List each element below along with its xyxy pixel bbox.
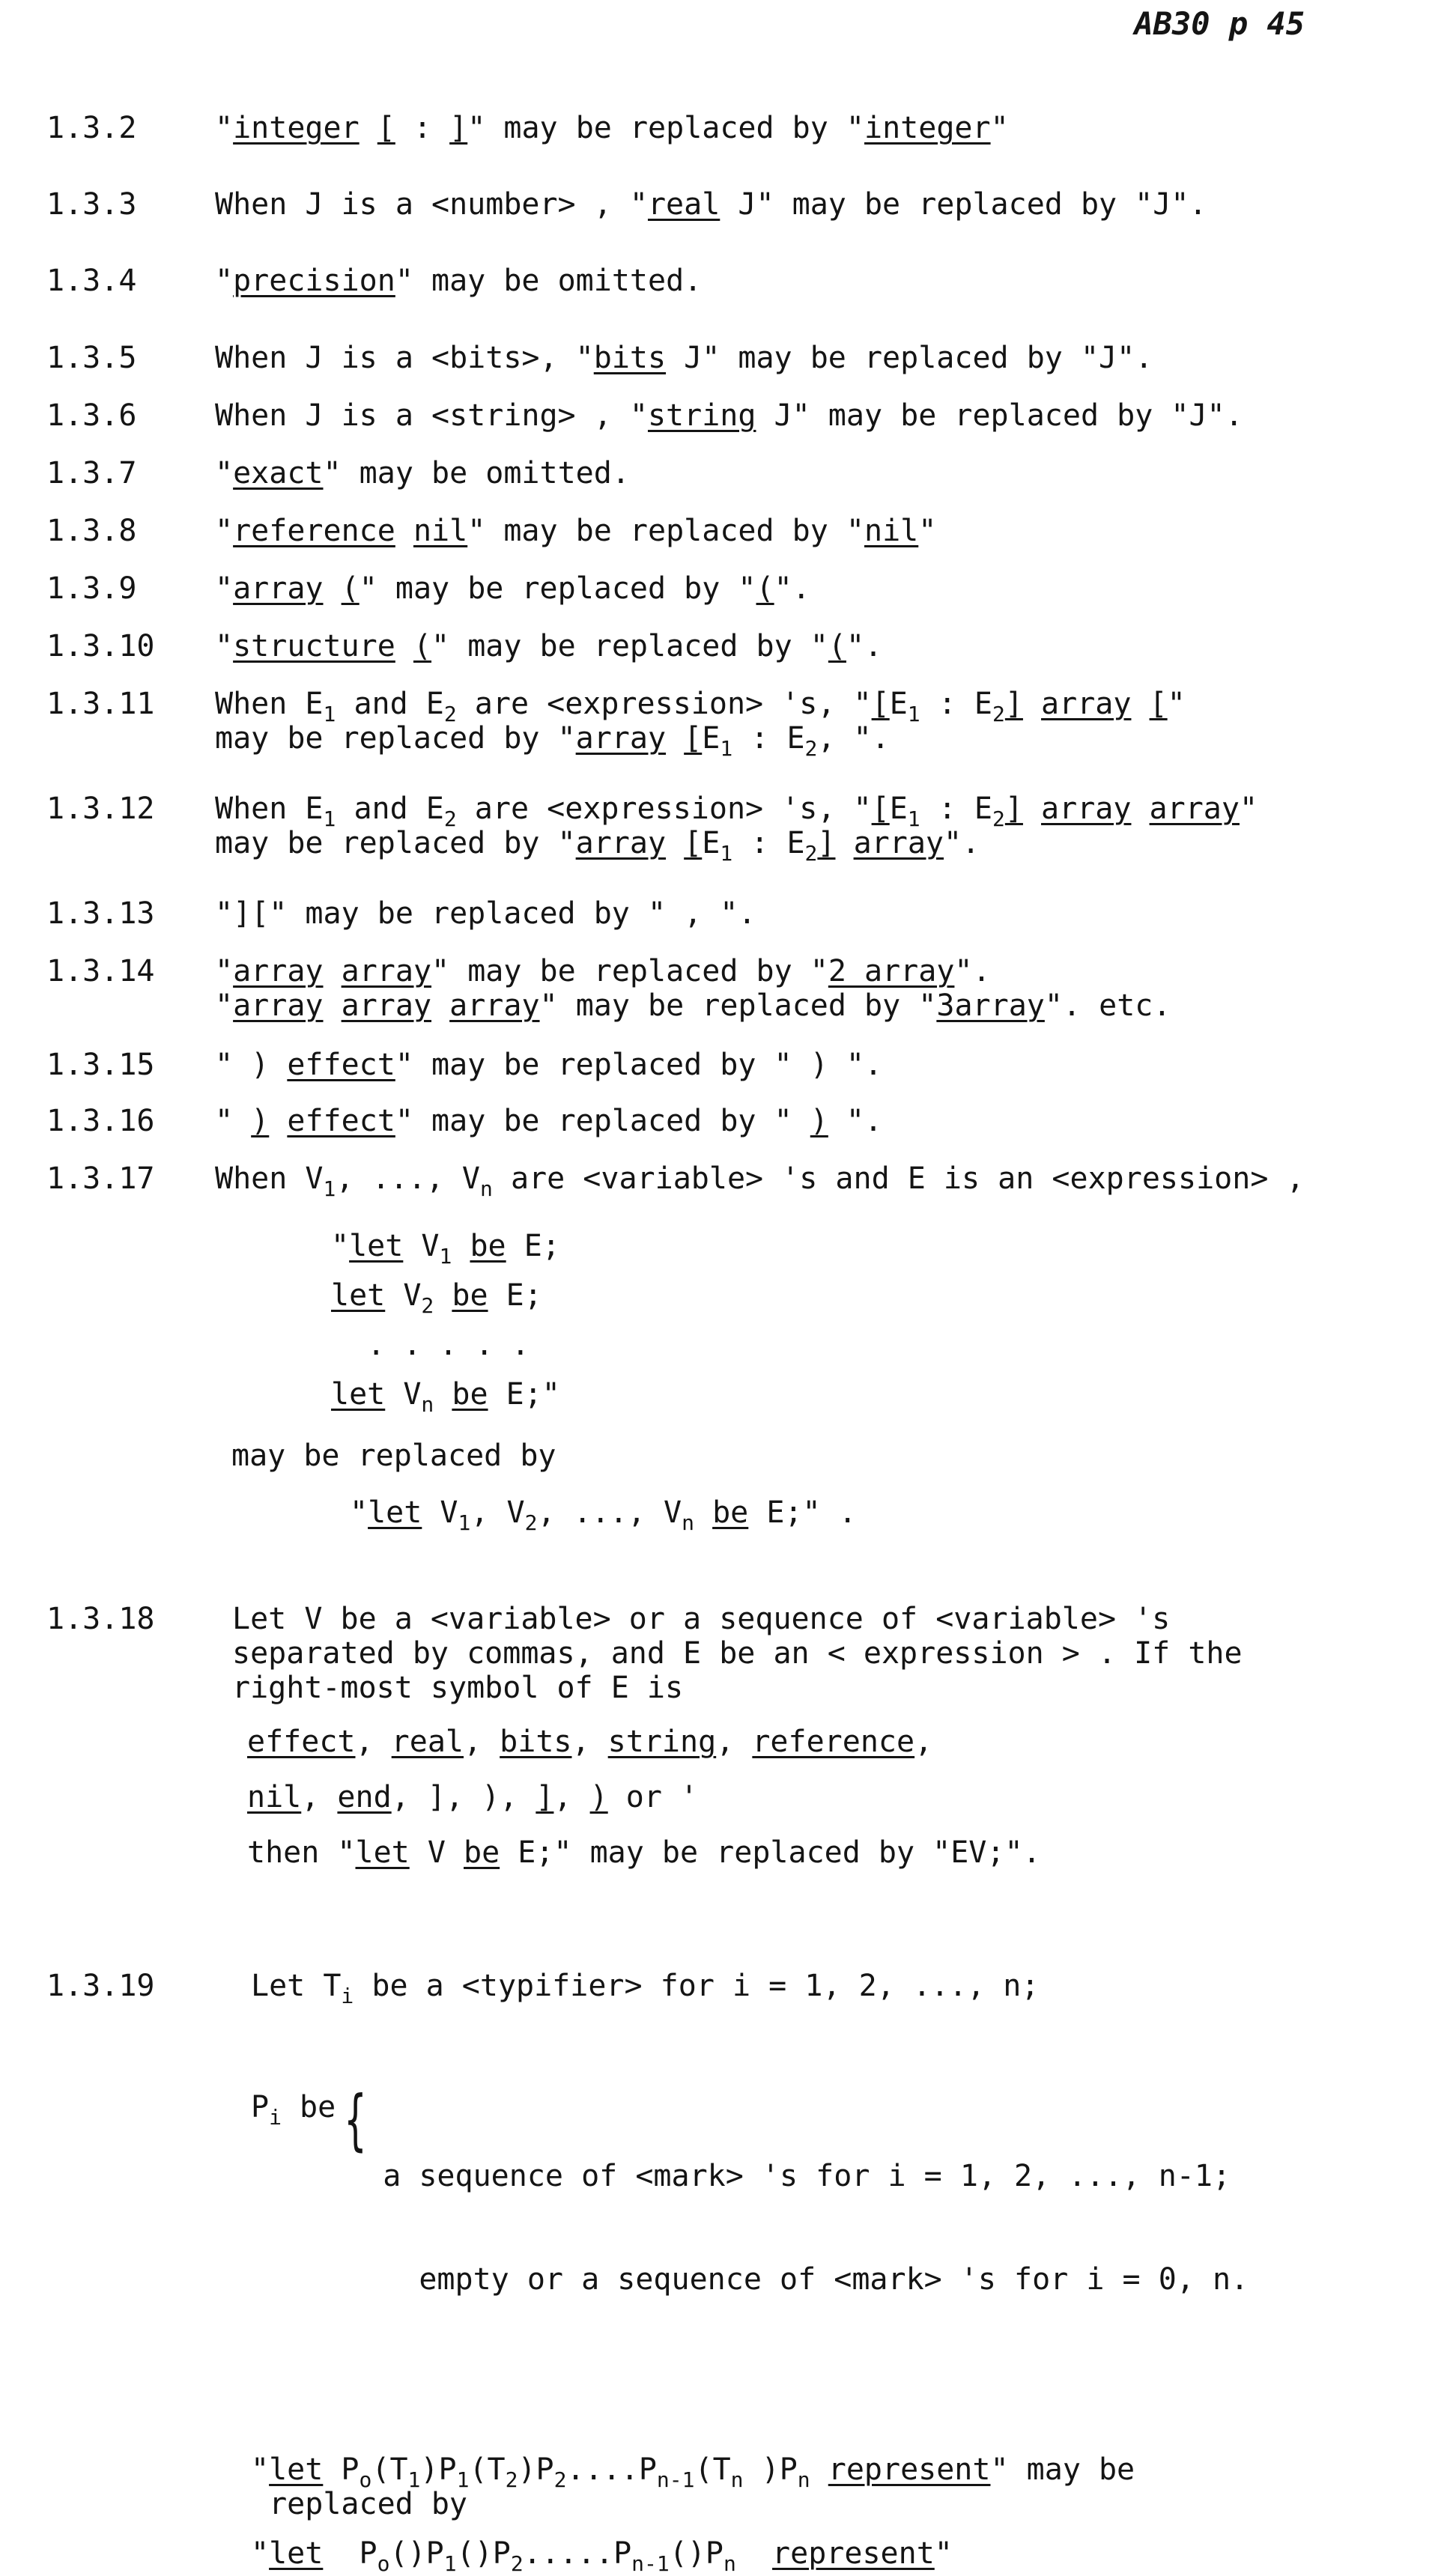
rule-number: 1.3.14 <box>46 954 155 988</box>
rule-number: 1.3.18 <box>46 1602 155 1636</box>
rule-number: 1.3.5 <box>46 341 137 375</box>
rule-text: When $E_1$ and $E_2$ are <expression> 's, "[$E_1$ : $E_2$] array [" may be replaced by "array [$E_1$ : $E_2$, ". <box>215 687 1186 761</box>
rule-number: 1.3.11 <box>46 687 155 721</box>
rule-number: 1.3.9 <box>46 571 137 606</box>
rule-number: 1.3.3 <box>46 187 137 222</box>
rule-text: Let $T_i$ be a <typifier> for i = 1, 2, ..., n; $P_i$ be { a sequence of <mark> 's for i = 1, 2, ..., n-1; empty or a sequence of <mark> 's for i = 0, n. "let $P_o(T_1)P_1(T_2)P_2....P_{n-1}(T_n$ )$P_n$ represent" may be replaced by "let $P_o()P_1()P_2.....P_{n-1}()P_n$ represent" <box>251 1969 1249 2576</box>
rule-text: "array array" may be replaced by "2 array". "array array array" may be replaced by "3array". etc. <box>215 954 1171 1023</box>
rule-number: 1.3.2 <box>46 111 137 145</box>
rule-text: "][" may be replaced by " , ". <box>215 896 756 931</box>
rule-number: 1.3.10 <box>46 629 155 663</box>
rule-text: "reference nil" may be replaced by "nil" <box>215 514 937 548</box>
rule-number: 1.3.7 <box>46 456 137 490</box>
rule-number: 1.3.17 <box>46 1161 155 1196</box>
rule-text: "precision" may be omitted. <box>215 264 703 298</box>
rule-number: 1.3.13 <box>46 896 155 931</box>
rule-number: 1.3.16 <box>46 1104 155 1138</box>
rule-text: " ) effect" may be replaced by " ) ". <box>215 1104 883 1138</box>
rule-text: "array (" may be replaced by "(". <box>215 571 810 606</box>
rule-text: "exact" may be omitted. <box>215 456 630 490</box>
rule-number: 1.3.15 <box>46 1048 155 1082</box>
rule-text: When J is a <string> , "string J" may be replaced by "J". <box>215 398 1243 433</box>
rule-number: 1.3.12 <box>46 792 155 826</box>
rule-text: When $E_1$ and $E_2$ are <expression> 's, "[$E_1$ : $E_2$] array array" may be replaced by "array [$E_1$ : $E_2$] array". <box>215 792 1258 866</box>
rule-text: " ) effect" may be replaced by " ) ". <box>215 1048 883 1082</box>
rule-text: Let V be a <variable> or a sequence of <variable> 's separated by commas, and E be an < expression > . If the right-most symbol of E is effect, real, bits, string, reference, nil, end, ], ), ], ) or ' then "let V be E;" may be replaced by "EV;". <box>232 1602 1243 1870</box>
rule-text: When $V_1$, ..., $V_n$ are <variable> 's and E is an <expression> , "let $V_1$ be E; let $V_2$ be E; . . . . . let $V_n$ be E;" may be replaced by "let $V_1$, $V_2$, ..., $V_n$ be E;" . <box>215 1161 1305 1535</box>
rule-text: "structure (" may be replaced by "(". <box>215 629 883 663</box>
rule-number: 1.3.6 <box>46 398 137 433</box>
page-header: AB30 p 45 <box>1134 5 1305 42</box>
rule-number: 1.3.4 <box>46 264 137 298</box>
rule-text: When J is a <bits>, "bits J" may be replaced by "J". <box>215 341 1153 375</box>
rule-text: When J is a <number> , "real J" may be replaced by "J". <box>215 187 1207 222</box>
rule-number: 1.3.8 <box>46 514 137 548</box>
rule-text: "integer [ : ]" may be replaced by "integer" <box>215 111 1009 145</box>
rule-number: 1.3.19 <box>46 1969 155 2003</box>
